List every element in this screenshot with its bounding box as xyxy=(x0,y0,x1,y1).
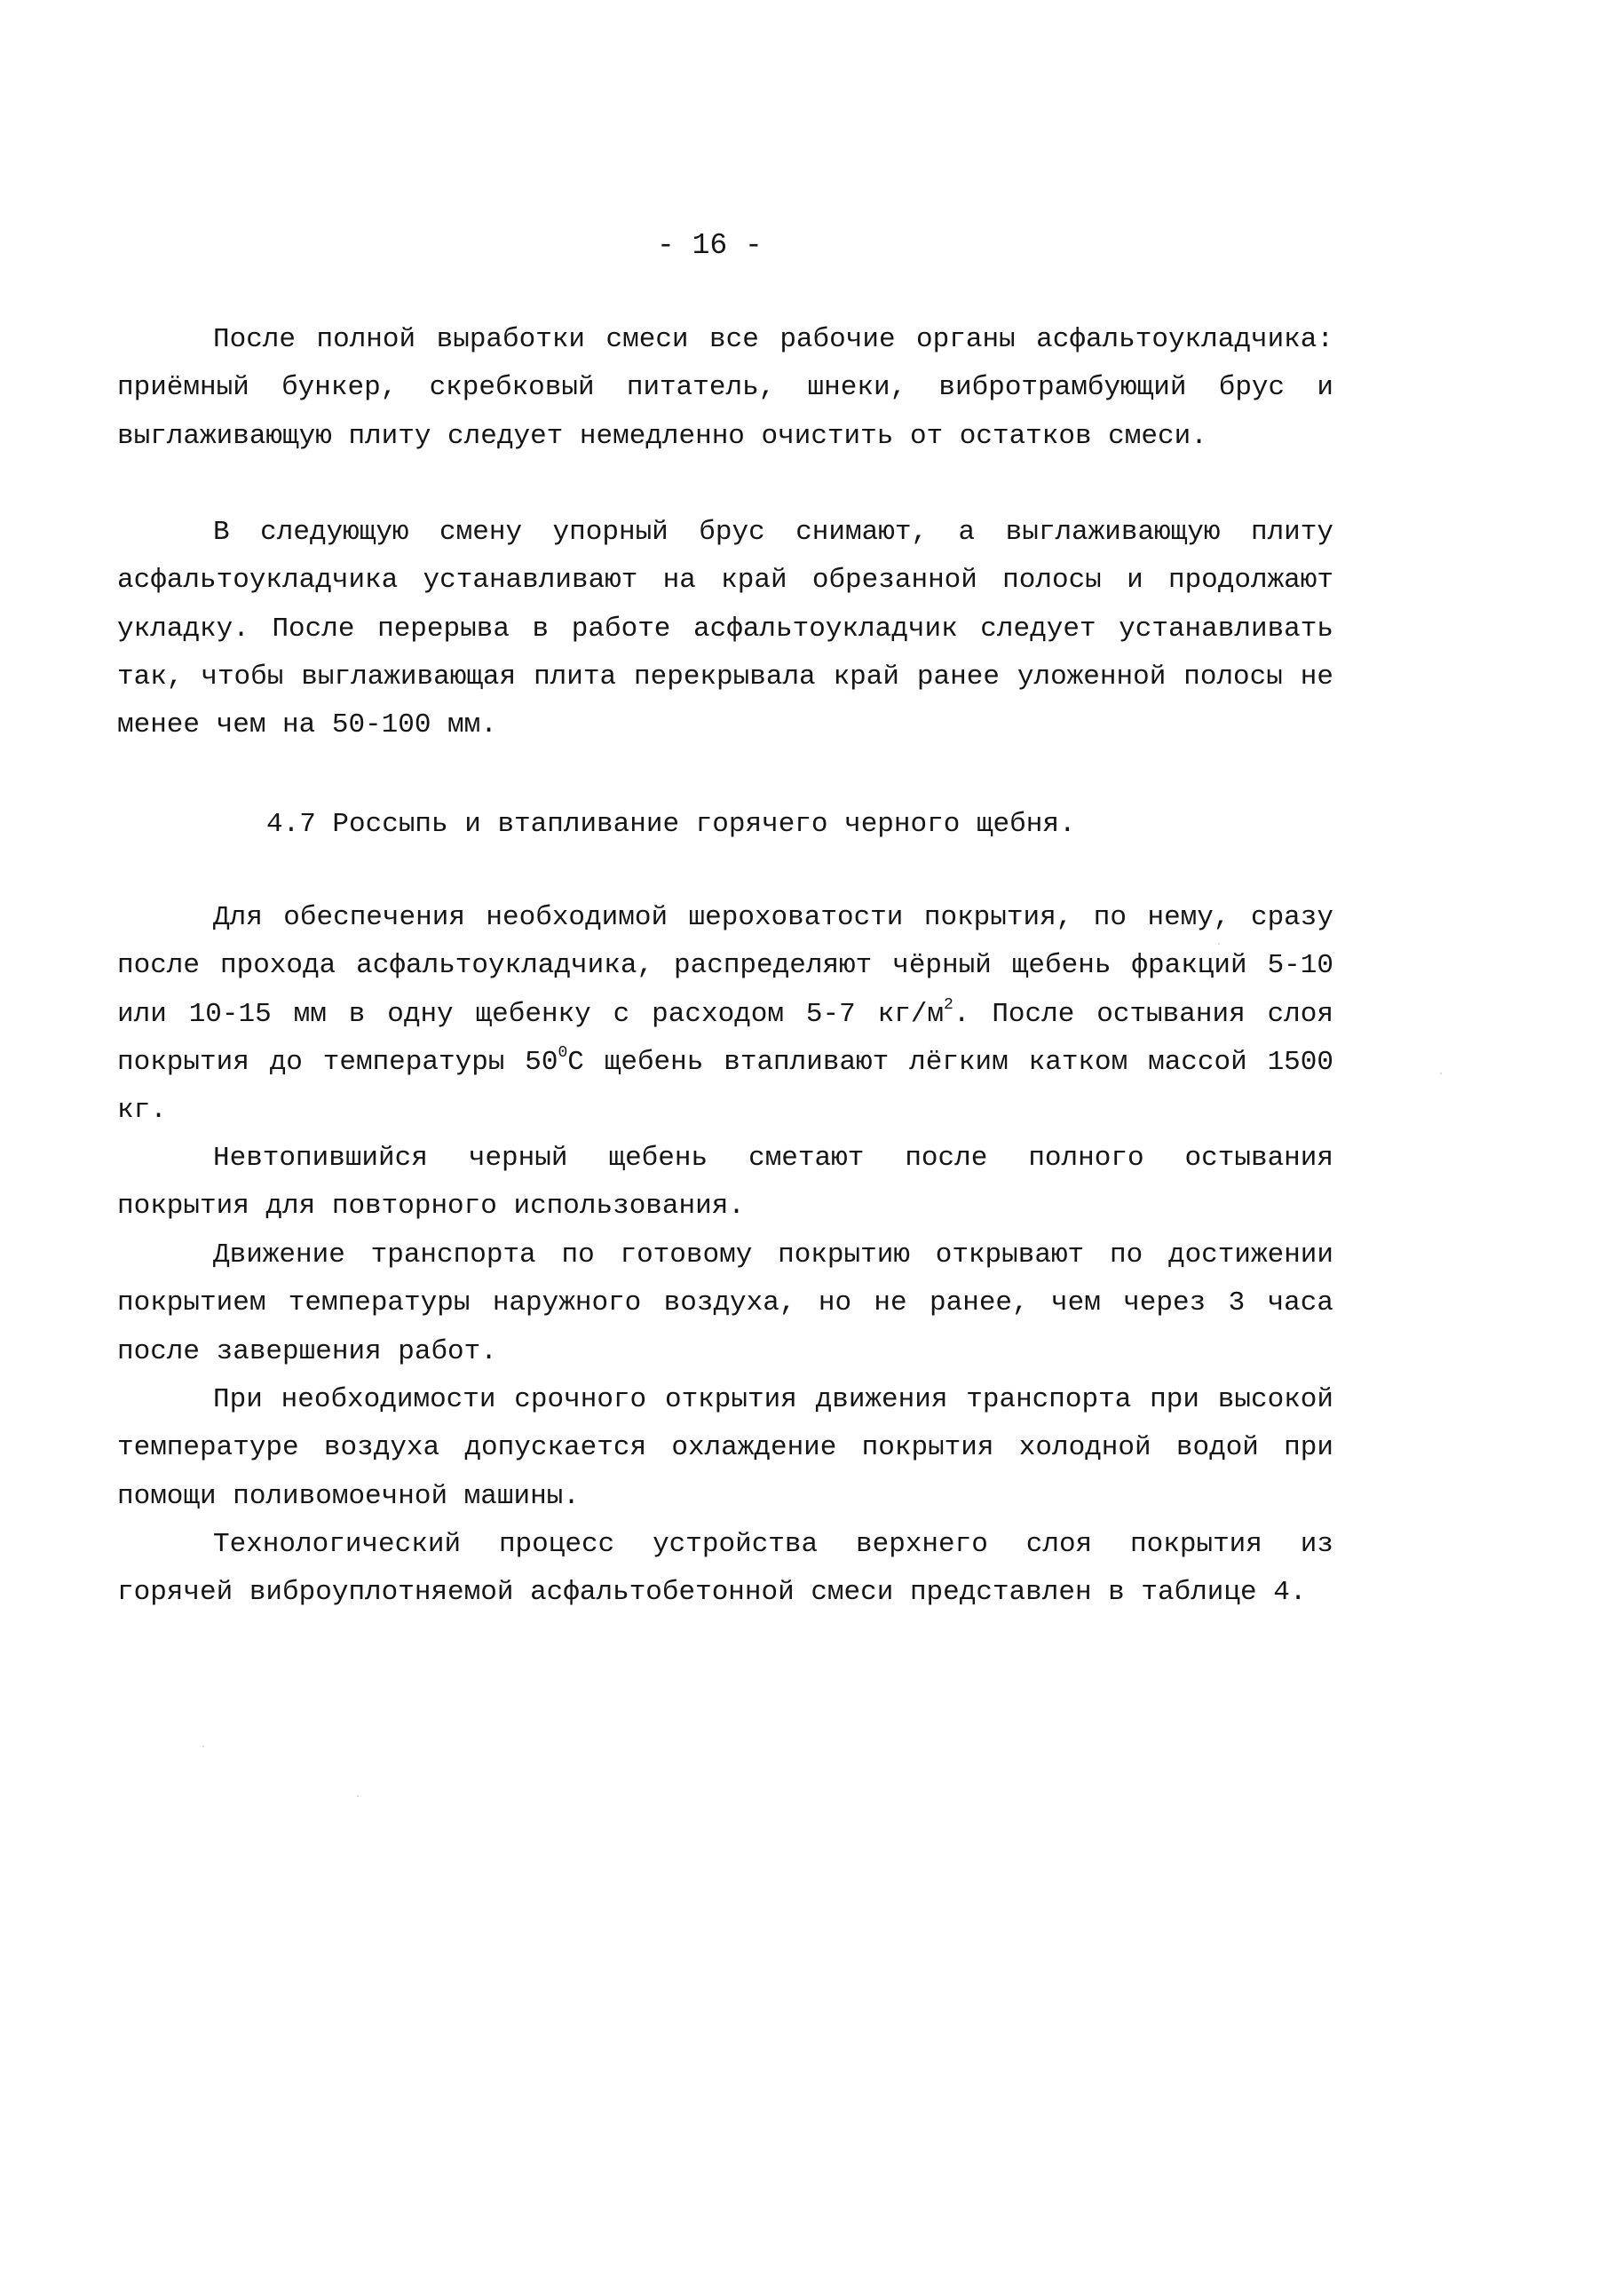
paragraph-next-shift xyxy=(117,509,1333,749)
scan-speck xyxy=(1440,1073,1442,1074)
paragraph-gravel-text-c: С щебень втапливают лёгким катком массой 1500 кг. xyxy=(117,1046,1333,1127)
scan-speck xyxy=(357,1795,359,1797)
paragraph-table-reference-text: Технологический процесс устройства верхнего слоя покрытия из горячей виброуплотняемой асфальтобетонной смеси представлен в таблице 4. xyxy=(117,1529,1333,1609)
paragraph-traffic-opening xyxy=(117,1231,1333,1376)
scan-speck xyxy=(1218,943,1220,945)
superscript-degree: 0 xyxy=(558,1043,568,1062)
paragraph-cooling xyxy=(117,1376,1333,1521)
paragraph-gravel-text-a: Для обеспечения необходимой шероховатости покрытия, по нему, сразу после прохода асфальтоукладчика, распределяют чёрный щебень фракций 5-10 или 10-15 мм в одну щебенку с расходом 5-7 кг/м xyxy=(117,902,1333,1030)
paragraph-cooling-text: При необходимости срочного открытия движения транспорта при высокой температуре воздуха допускается охлаждение покрытия холодной водой при помощи поливомоечной машины. xyxy=(117,1384,1333,1512)
paragraph-cleaning-text: После полной выработки смеси все рабочие органы асфальтоукладчика: приёмный бункер, скребковый питатель, шнеки, вибротрамбующий брус и выглаживающую плиту следует немедленно очистить от остатков смеси. xyxy=(117,324,1333,452)
paragraph-next-shift-text: В следующую смену упорный брус снимают, а выглаживающую плиту асфальтоукладчика устанавливают на край обрезанной полосы и продолжают укладку. После перерыва в работе асфальтоукладчик следует устанавливать так, чтобы выглаживающая плита перекрывала край ранее уложенной полосы не менее чем на 50-100 мм. xyxy=(117,517,1333,741)
paragraph-gravel-text-b: . После остывания слоя покрытия до температуры 50 xyxy=(117,998,1333,1078)
paragraph-cleaning xyxy=(117,316,1333,461)
page-number: - 16 - xyxy=(657,229,763,262)
section-heading-4-7: 4.7 Россыпь и втапливание горячего черного щебня. xyxy=(266,809,1076,840)
superscript-square: 2 xyxy=(944,995,953,1014)
scan-speck xyxy=(202,1746,204,1747)
paragraph-sweeping-text: Невтопившийся черный щебень сметают после полного остывания покрытия для повторного использования. xyxy=(117,1143,1333,1223)
paragraph-traffic-opening-text: Движение транспорта по готовому покрытию открывают по достижении покрытием температуры наружного воздуха, но не ранее, чем через 3 часа после завершения работ. xyxy=(117,1239,1333,1367)
paragraph-table-reference xyxy=(117,1521,1333,1618)
paragraph-sweeping xyxy=(117,1135,1333,1231)
paragraph-gravel-spreading xyxy=(117,894,1333,1135)
